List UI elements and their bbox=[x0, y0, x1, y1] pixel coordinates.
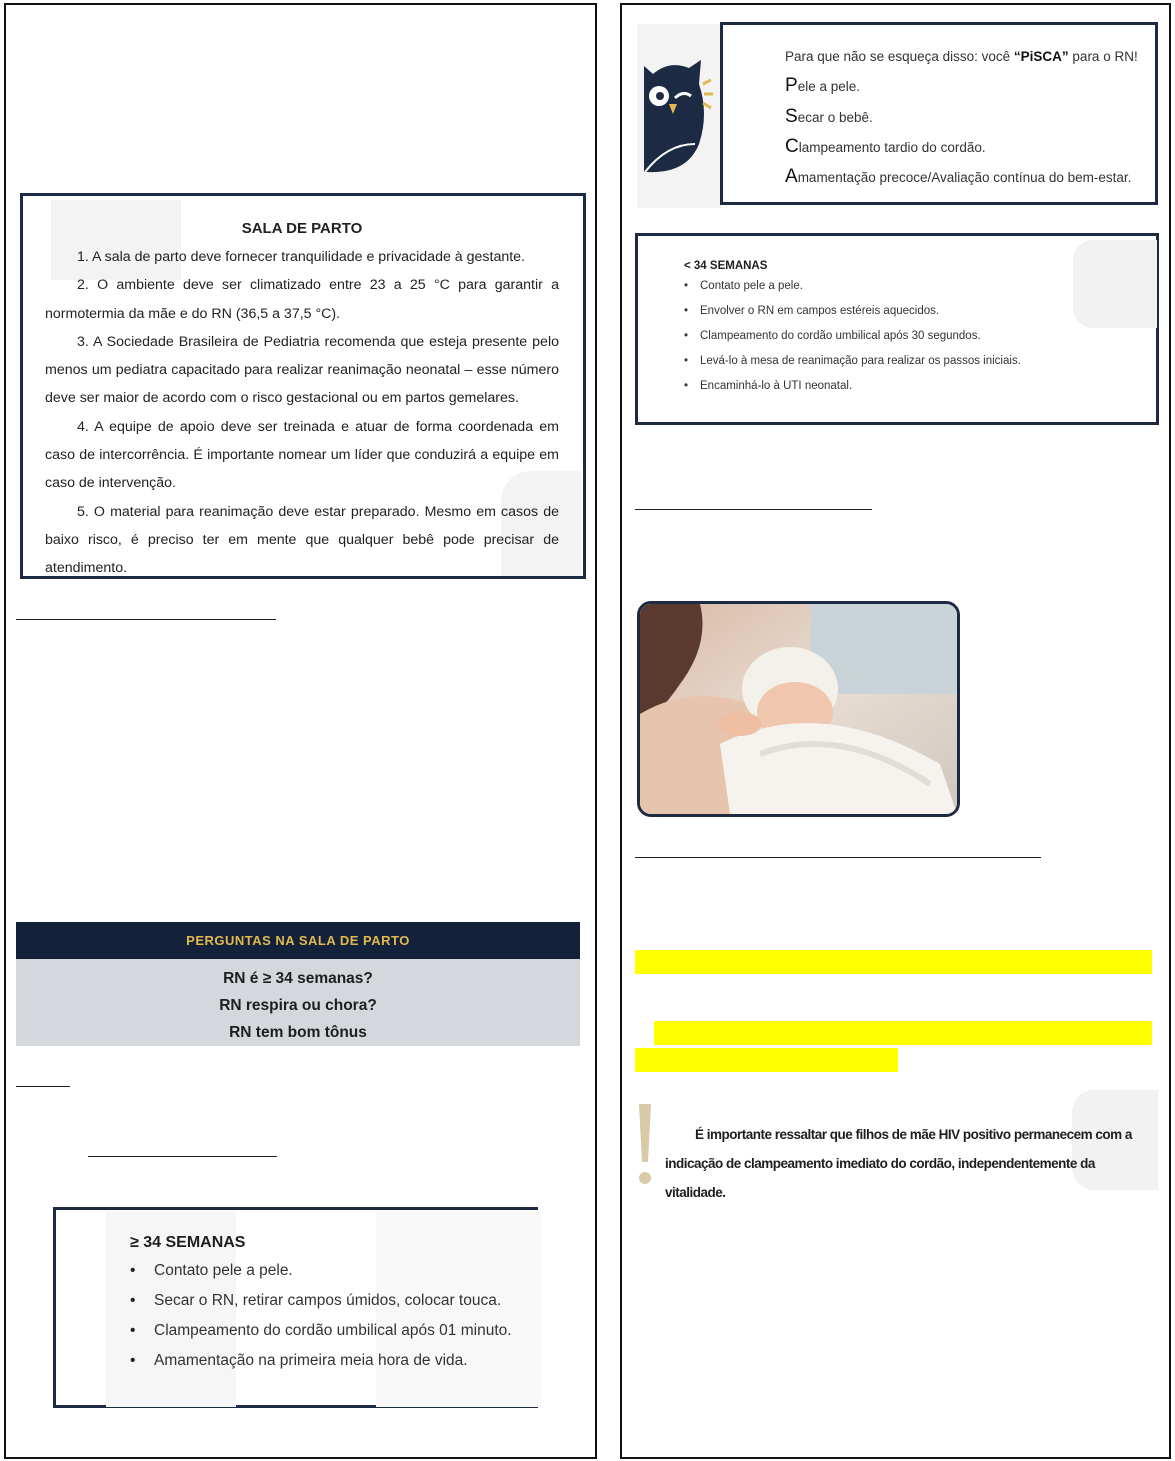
pisca-line bbox=[785, 102, 1145, 132]
pisca-text: mamentação precoce/Avaliação contínua do bem-estar. bbox=[797, 170, 1132, 186]
maior-34-title: ≥ 34 SEMANAS bbox=[130, 1234, 246, 1251]
menor-34-list bbox=[684, 274, 1156, 399]
list-item: • Levá-lo à mesa de reanimação para realizar os passos iniciais. bbox=[684, 349, 1156, 374]
pisca-intro-bold: “PiSCA” bbox=[1013, 49, 1069, 64]
sala-item: 3. A Sociedade Brasileira de Pediatria recomenda que esteja presente pelo menos um pediatra capacitado para realizar reanimação neonatal – esse número deve ser maior de acordo com o risco gestacional ou em partos gemelares. bbox=[45, 333, 559, 407]
perguntas-header: PERGUNTAS NA SALA DE PARTO bbox=[16, 922, 580, 959]
sala-de-parto-box bbox=[20, 193, 586, 579]
list-item: • Amamentação na primeira meia hora de vida. bbox=[130, 1346, 538, 1376]
perguntas-body bbox=[16, 959, 580, 1046]
sala-item: 1. A sala de parto deve fornecer tranquilidade e privacidade à gestante. bbox=[77, 249, 525, 265]
owl-mascot-icon bbox=[637, 24, 721, 208]
pergunta-line: RN tem bom tônus bbox=[229, 1024, 367, 1041]
list-item: • Envolver o RN em campos estéreis aquecidos. bbox=[684, 299, 1156, 324]
divider-line bbox=[635, 509, 872, 510]
divider-line bbox=[88, 1156, 277, 1157]
menor-34-box bbox=[635, 233, 1159, 425]
pergunta-line: RN é ≥ 34 semanas? bbox=[223, 970, 373, 987]
hiv-note: É importante ressaltar que filhos de mãe HIV positivo permanecem com a indicação de clampeamento imediato do cordão, independentemente da vitalidade. bbox=[665, 1127, 1132, 1200]
sala-item: 4. A equipe de apoio deve ser treinada e atuar de forma coordenada em caso de intercorrência. É importante nomear um líder que conduzirá a equipe em caso de intervenção. bbox=[45, 418, 559, 492]
pisca-text: ele a pele. bbox=[797, 79, 860, 95]
pisca-letter: C bbox=[785, 135, 799, 157]
list-item: • Encaminhá-lo à UTI neonatal. bbox=[684, 374, 1156, 399]
exclamation-icon bbox=[637, 1102, 653, 1188]
highlight-bar bbox=[654, 1021, 1152, 1045]
pisca-letter: P bbox=[785, 75, 798, 97]
highlight-bar bbox=[635, 950, 1152, 974]
list-item: • Contato pele a pele. bbox=[684, 274, 1156, 299]
pergunta-line: RN respira ou chora? bbox=[219, 997, 377, 1014]
pisca-letter: A bbox=[785, 166, 798, 188]
list-item: • Clampeamento do cordão umbilical após 30 segundos. bbox=[684, 324, 1156, 349]
sala-item: 2. O ambiente deve ser climatizado entre 23 a 25 °C para garantir a normotermia da mãe e do RN (36,5 a 37,5 °C). bbox=[45, 277, 559, 322]
divider-line bbox=[635, 857, 1041, 858]
pisca-intro-pre: Para que não se esqueça disso: você bbox=[785, 49, 1014, 64]
menor-34-title: < 34 SEMANAS bbox=[684, 260, 768, 272]
pisca-text: lampeamento tardio do cordão. bbox=[798, 139, 986, 155]
maior-34-box bbox=[53, 1207, 538, 1408]
sala-item: 5. O material para reanimação deve estar preparado. Mesmo em casos de baixo risco, é preciso ter em mente que qualquer bebê pode precisar de atendimento. bbox=[45, 503, 559, 577]
pisca-intro bbox=[785, 42, 1145, 71]
pisca-intro-post: para o RN! bbox=[1068, 49, 1138, 64]
list-item: • Secar o RN, retirar campos úmidos, colocar touca. bbox=[130, 1286, 538, 1316]
pisca-line bbox=[785, 132, 1145, 162]
pisca-line bbox=[785, 71, 1145, 101]
pisca-letter: S bbox=[785, 105, 798, 127]
maior-34-list bbox=[130, 1256, 538, 1376]
pisca-box bbox=[720, 22, 1158, 205]
list-item: • Contato pele a pele. bbox=[130, 1256, 538, 1286]
pisca-line bbox=[785, 162, 1145, 192]
divider-line bbox=[16, 1086, 70, 1087]
highlight-bar bbox=[635, 1048, 898, 1072]
sala-de-parto-title: SALA DE PARTO bbox=[241, 220, 363, 237]
pisca-text: ecar o bebê. bbox=[797, 109, 873, 125]
divider-line bbox=[16, 619, 276, 620]
newborn-skin-to-skin-photo bbox=[637, 601, 960, 817]
list-item: • Clampeamento do cordão umbilical após 01 minuto. bbox=[130, 1316, 538, 1346]
